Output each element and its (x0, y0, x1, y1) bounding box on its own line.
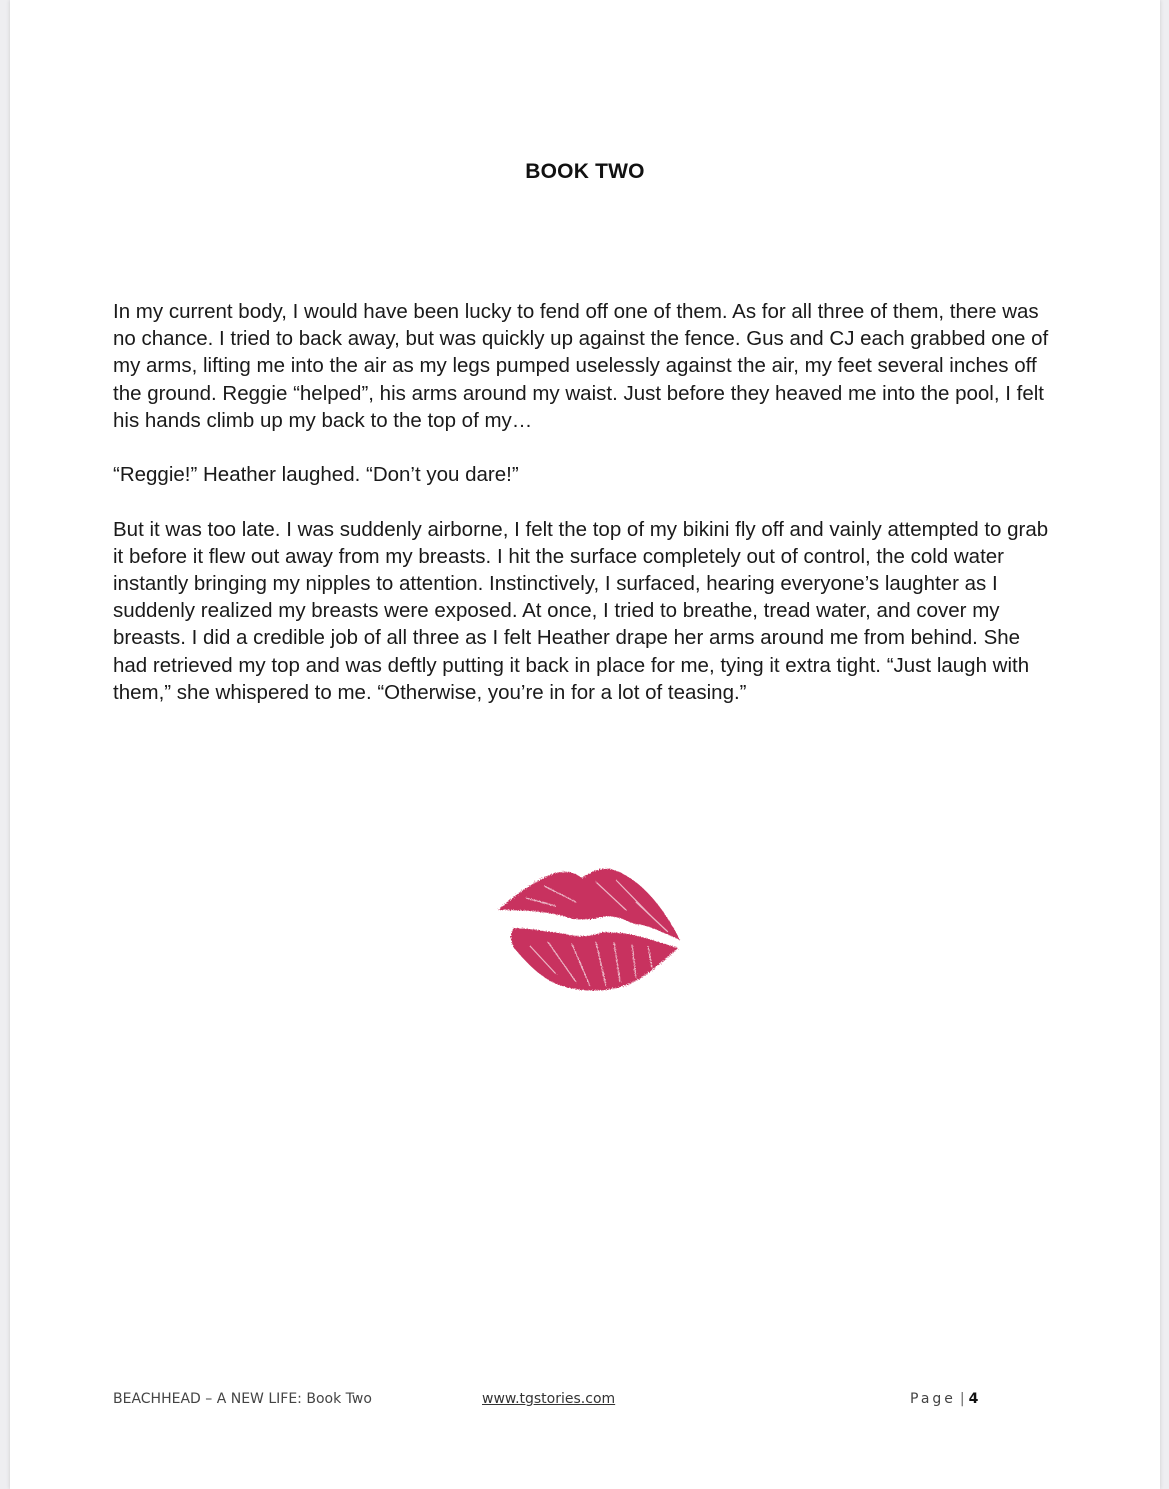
paragraph: “Reggie!” Heather laughed. “Don’t you dare!” (113, 463, 519, 487)
document-page (10, 0, 1160, 1489)
page-number: 4 (968, 1391, 979, 1407)
paragraph: In my current body, I would have been lucky to fend off one of them. As for all three of them, there was no chance. I tried to back away, but was quickly up against the fence. Gus and CJ each grabbed one of my arms, lifting me into the air as my legs pumped uselessly against the air, my feet several inches off the ground. Reggie “helped”, his arms around my waist. Just before they heaved me into the pool, I felt his hands climb up my back to the top of my… (113, 300, 1049, 432)
footer-book-title: BEACHHEAD – A NEW LIFE: Book Two (113, 1391, 372, 1407)
lipstick-kiss-icon (486, 862, 686, 994)
footer-website-link[interactable]: www.tgstories.com (482, 1391, 616, 1407)
paragraph: But it was too late. I was suddenly airborne, I felt the top of my bikini fly off and vainly attempted to grab it before it flew out away from my breasts. I hit the surface completely out of control, the cold water instantly bringing my nipples to attention. Instinctively, I surfaced, hearing everyone’s laughter as I suddenly realized my breasts were exposed. At once, I tried to breathe, tread water, and cover my breasts. I did a credible job of all three as I felt Heather drape her arms around me from behind. She had retrieved my top and was deftly putting it back in place for me, tying it extra tight. “Just laugh with them,” she whispered to me. “Otherwise, you’re in for a lot of teasing.” (113, 517, 1049, 704)
document-body (113, 298, 1053, 733)
page-separator: | (959, 1391, 965, 1407)
page-label: Page (910, 1391, 956, 1407)
page-title: BOOK TWO (525, 160, 645, 183)
footer-page-number (910, 1391, 978, 1407)
